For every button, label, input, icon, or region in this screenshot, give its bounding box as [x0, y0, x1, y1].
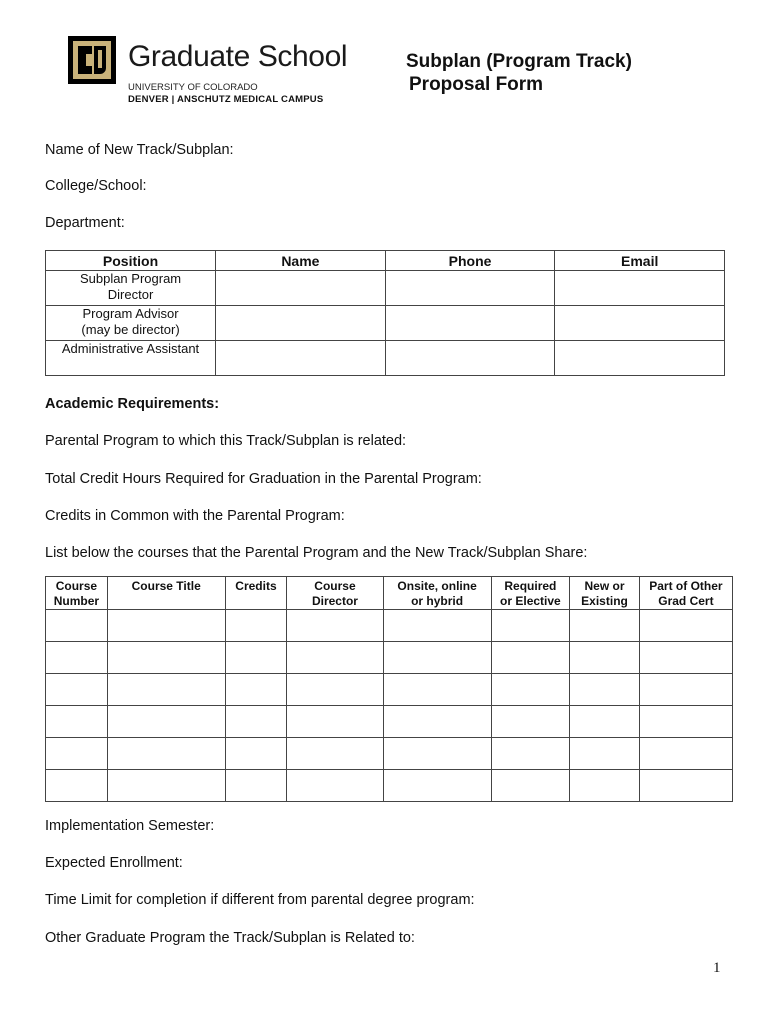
table-row	[46, 674, 733, 706]
course-input-cell[interactable]	[107, 706, 225, 738]
course-input-cell[interactable]	[570, 706, 640, 738]
table-row	[46, 610, 733, 642]
academic-requirements-heading: Academic Requirements:	[45, 396, 220, 412]
form-title-line1: Subplan (Program Track)	[406, 51, 632, 72]
course-input-cell[interactable]	[570, 642, 640, 674]
header-line: Part of Other	[649, 579, 723, 593]
course-input-cell[interactable]	[107, 642, 225, 674]
col-header-phone: Phone	[385, 251, 555, 271]
track-name-label: Name of New Track/Subplan:	[45, 142, 234, 158]
course-input-cell[interactable]	[639, 642, 732, 674]
course-input-cell[interactable]	[225, 610, 287, 642]
course-input-cell[interactable]	[225, 674, 287, 706]
course-input-cell[interactable]	[639, 706, 732, 738]
course-input-cell[interactable]	[287, 706, 383, 738]
course-input-cell[interactable]	[570, 674, 640, 706]
col-header-grad-cert	[639, 577, 732, 610]
course-input-cell[interactable]	[225, 738, 287, 770]
table-row	[46, 770, 733, 802]
position-cell	[46, 341, 216, 376]
course-input-cell[interactable]	[383, 706, 491, 738]
course-input-cell[interactable]	[46, 642, 108, 674]
header-line: Number	[53, 594, 100, 608]
name-input-cell[interactable]	[216, 271, 386, 306]
logo-title: Graduate School	[128, 40, 348, 73]
col-header-name: Name	[216, 251, 386, 271]
form-title-line2: Proposal Form	[409, 74, 544, 95]
email-input-cell[interactable]	[555, 306, 725, 341]
course-input-cell[interactable]	[46, 610, 108, 642]
course-input-cell[interactable]	[491, 610, 570, 642]
col-header-course-title	[107, 577, 225, 610]
header-line: Existing	[581, 594, 628, 608]
course-input-cell[interactable]	[639, 738, 732, 770]
col-header-email: Email	[555, 251, 725, 271]
position-line: Administrative Assistant	[61, 341, 200, 356]
credits-common-label: Credits in Common with the Parental Program:	[45, 508, 345, 524]
email-input-cell[interactable]	[555, 341, 725, 376]
course-input-cell[interactable]	[570, 770, 640, 802]
course-input-cell[interactable]	[46, 674, 108, 706]
course-input-cell[interactable]	[491, 738, 570, 770]
phone-input-cell[interactable]	[385, 306, 555, 341]
header-line: or Elective	[500, 594, 561, 608]
header-line: Credits	[235, 579, 277, 593]
header-line: Course Title	[131, 579, 201, 593]
col-header-delivery	[383, 577, 491, 610]
course-input-cell[interactable]	[383, 642, 491, 674]
course-input-cell[interactable]	[287, 674, 383, 706]
position-line: (may be director)	[81, 322, 180, 337]
course-input-cell[interactable]	[107, 770, 225, 802]
cu-logo-icon	[66, 34, 118, 86]
contacts-table	[45, 250, 725, 376]
university-logo	[66, 34, 366, 106]
course-input-cell[interactable]	[225, 642, 287, 674]
course-input-cell[interactable]	[287, 770, 383, 802]
table-row	[46, 341, 725, 376]
col-header-course-director	[287, 577, 383, 610]
name-input-cell[interactable]	[216, 341, 386, 376]
logo-campus-line: DENVER | ANSCHUTZ MEDICAL CAMPUS	[128, 94, 324, 105]
college-label: College/School:	[45, 178, 147, 194]
course-input-cell[interactable]	[287, 610, 383, 642]
table-row	[46, 706, 733, 738]
course-input-cell[interactable]	[287, 738, 383, 770]
col-header-credits	[225, 577, 287, 610]
page-number: 1	[713, 960, 721, 976]
parental-program-label: Parental Program to which this Track/Subplan is related:	[45, 433, 407, 449]
header-line: Grad Cert	[658, 594, 714, 608]
table-row	[46, 271, 725, 306]
header-line: Required	[504, 579, 557, 593]
col-header-position: Position	[46, 251, 216, 271]
col-header-new-existing	[570, 577, 640, 610]
course-input-cell[interactable]	[383, 770, 491, 802]
phone-input-cell[interactable]	[385, 341, 555, 376]
table-row	[46, 642, 733, 674]
department-label: Department:	[45, 215, 125, 231]
position-line: Program Advisor	[82, 306, 179, 321]
phone-input-cell[interactable]	[385, 271, 555, 306]
col-header-required-elective	[491, 577, 570, 610]
course-input-cell[interactable]	[225, 706, 287, 738]
form-title	[406, 50, 632, 96]
header-line: Course	[55, 579, 98, 593]
course-input-cell[interactable]	[46, 706, 108, 738]
header-line: New or	[584, 579, 625, 593]
course-input-cell[interactable]	[491, 642, 570, 674]
course-input-cell[interactable]	[46, 770, 108, 802]
position-line: Subplan Program	[79, 271, 182, 286]
course-input-cell[interactable]	[491, 706, 570, 738]
table-row	[46, 306, 725, 341]
header-line: Onsite, online	[397, 579, 477, 593]
logo-university-line: UNIVERSITY OF COLORADO	[128, 82, 258, 93]
contacts-header-row	[46, 251, 725, 271]
course-input-cell[interactable]	[107, 738, 225, 770]
position-cell	[46, 306, 216, 341]
col-header-course-number	[46, 577, 108, 610]
position-cell	[46, 271, 216, 306]
course-input-cell[interactable]	[383, 674, 491, 706]
email-input-cell[interactable]	[555, 271, 725, 306]
position-line: Director	[107, 287, 154, 302]
name-input-cell[interactable]	[216, 306, 386, 341]
course-input-cell[interactable]	[225, 770, 287, 802]
courses-header-row	[46, 577, 733, 610]
course-rows	[46, 610, 733, 802]
time-limit-label: Time Limit for completion if different from parental degree program:	[45, 892, 475, 908]
course-list-label: List below the courses that the Parental Program and the New Track/Subplan Share:	[45, 545, 588, 561]
expected-enrollment-label: Expected Enrollment:	[45, 855, 183, 871]
courses-table	[45, 576, 733, 802]
course-input-cell[interactable]	[491, 770, 570, 802]
course-input-cell[interactable]	[287, 642, 383, 674]
course-input-cell[interactable]	[639, 674, 732, 706]
table-row	[46, 738, 733, 770]
course-input-cell[interactable]	[491, 674, 570, 706]
course-input-cell[interactable]	[639, 770, 732, 802]
course-input-cell[interactable]	[46, 738, 108, 770]
credit-hours-label: Total Credit Hours Required for Graduation in the Parental Program:	[45, 471, 482, 487]
implementation-semester-label: Implementation Semester:	[45, 818, 215, 834]
course-input-cell[interactable]	[383, 738, 491, 770]
course-input-cell[interactable]	[107, 674, 225, 706]
course-input-cell[interactable]	[570, 738, 640, 770]
other-program-label: Other Graduate Program the Track/Subplan is Related to:	[45, 930, 415, 946]
course-input-cell[interactable]	[383, 610, 491, 642]
header-line: or hybrid	[411, 594, 464, 608]
header-line: Director	[311, 594, 358, 608]
course-input-cell[interactable]	[570, 610, 640, 642]
course-input-cell[interactable]	[639, 610, 732, 642]
header-line: Course	[314, 579, 356, 593]
course-input-cell[interactable]	[107, 610, 225, 642]
